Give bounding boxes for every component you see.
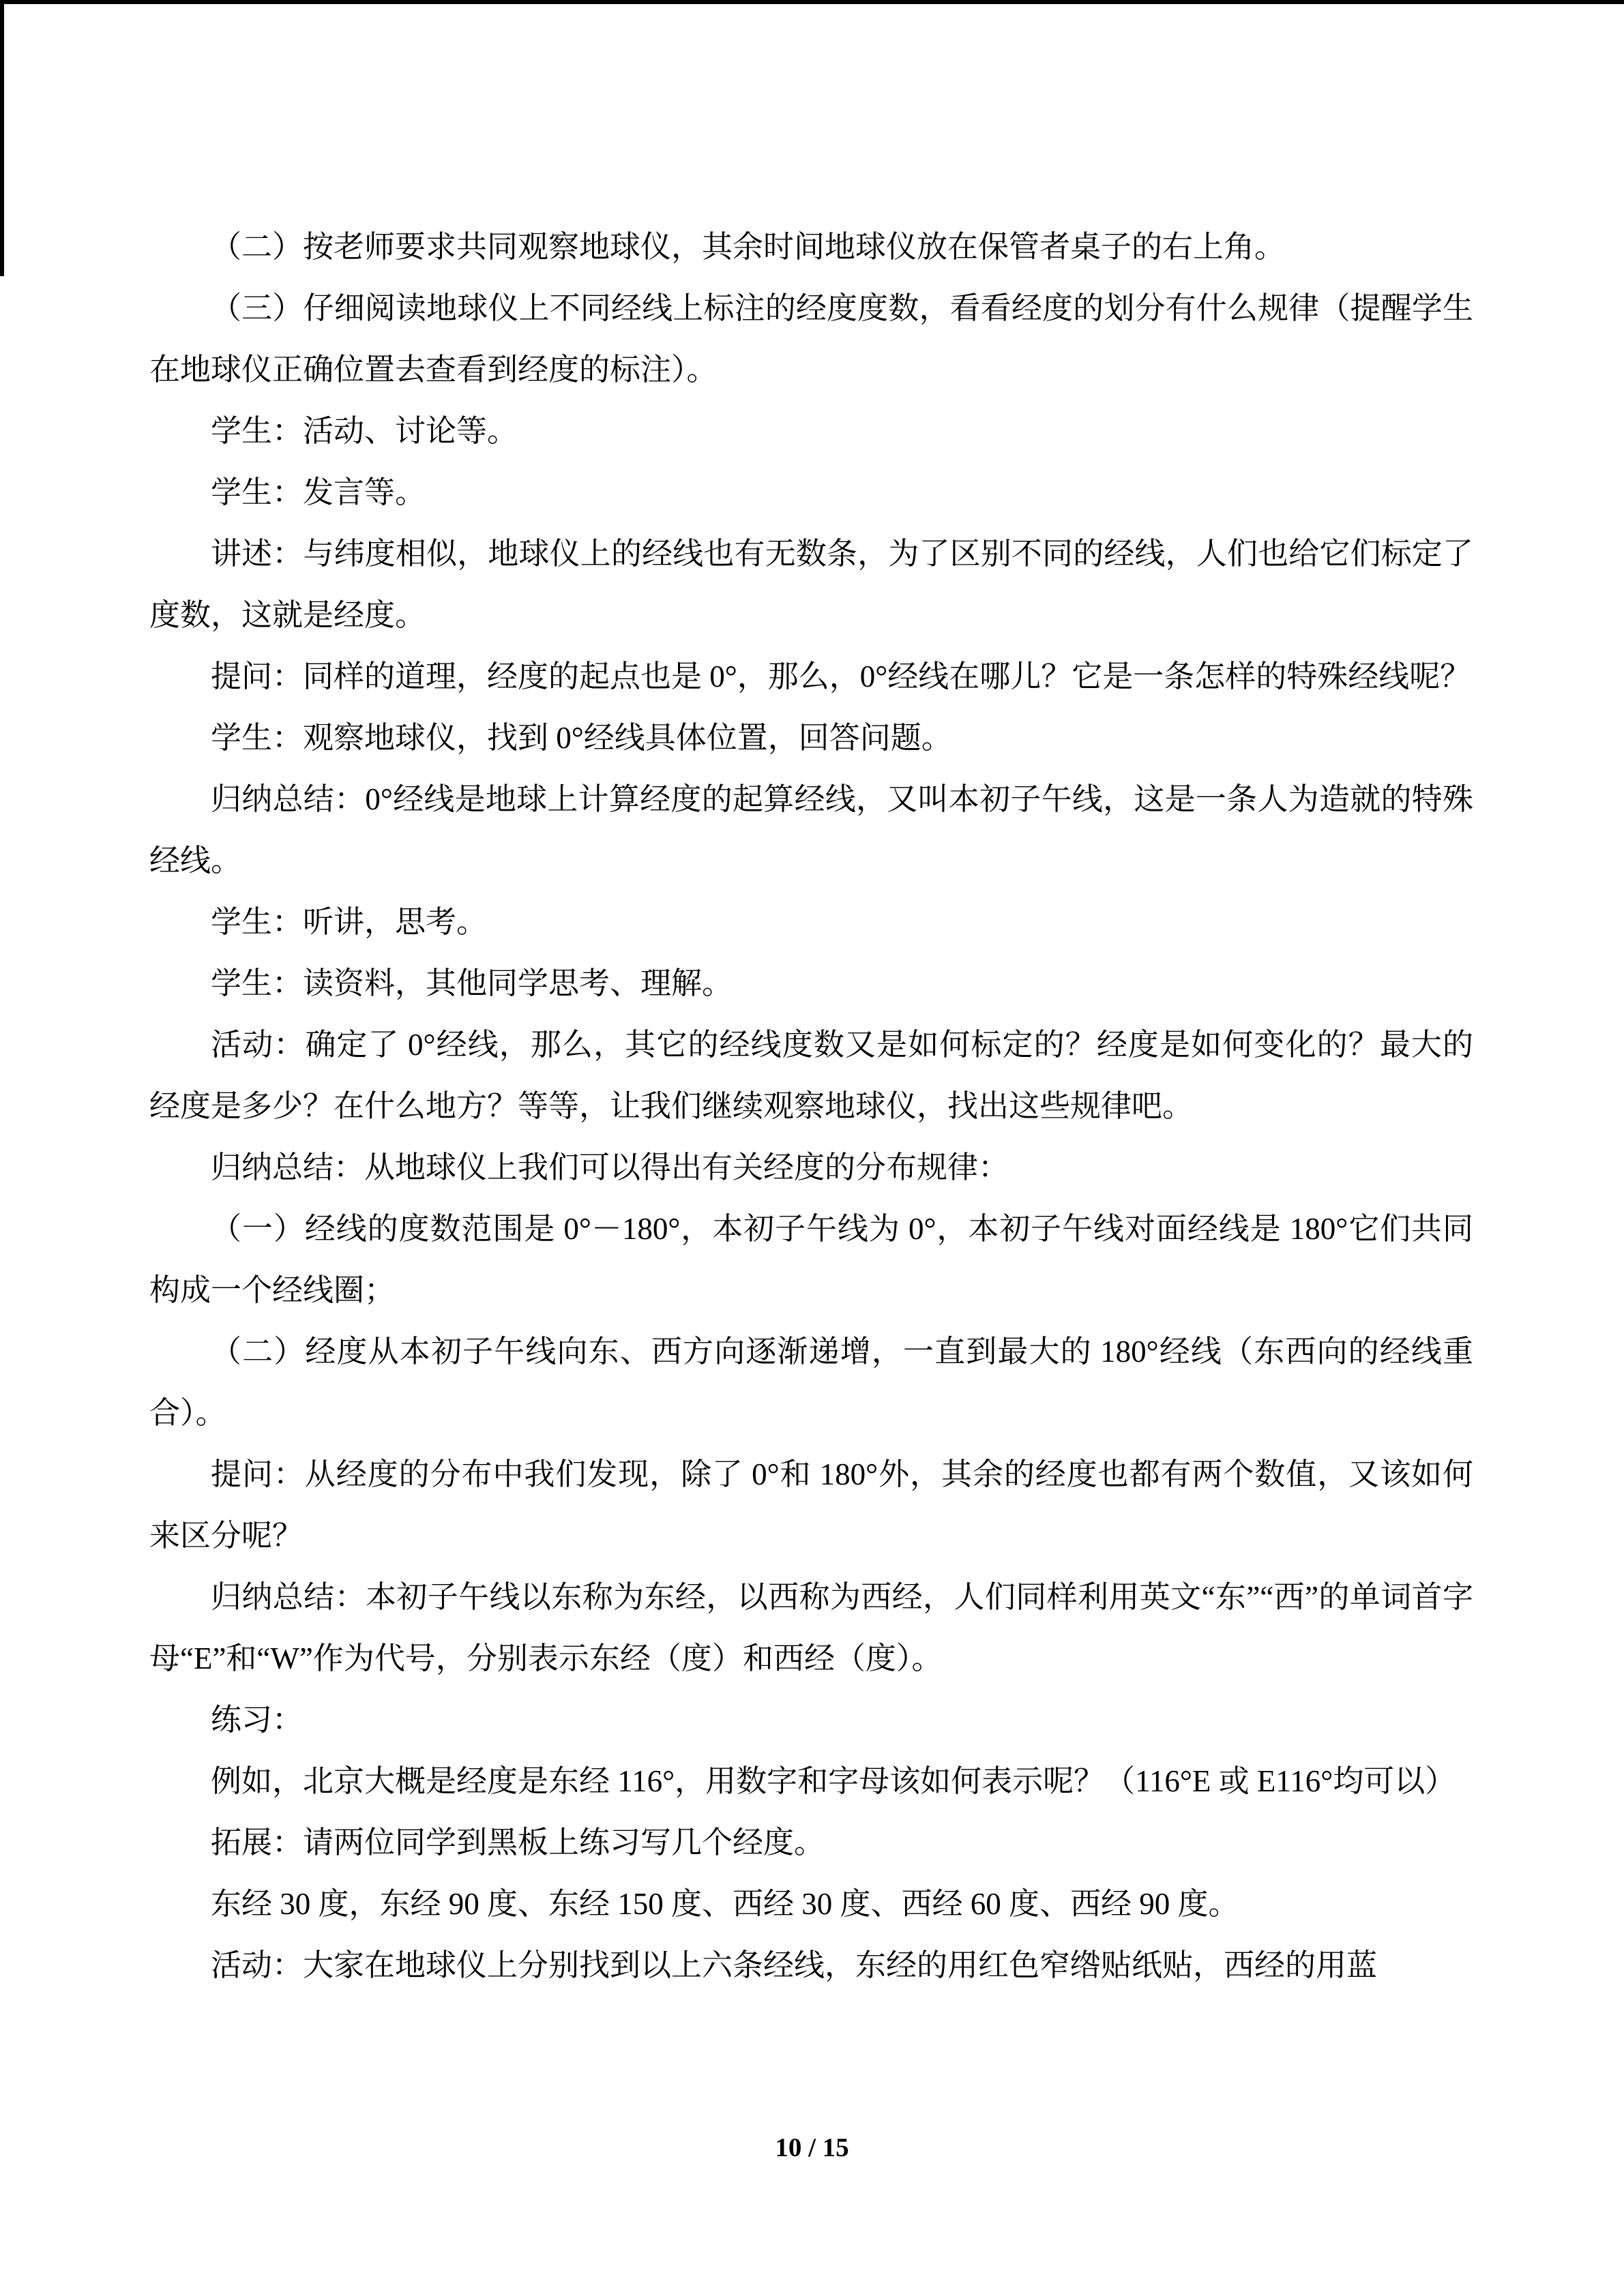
paragraph: （一）经线的度数范围是 0°－180°，本初子午线为 0°，本初子午线对面经线是 180°它们共同构成一个经线圈；: [149, 1212, 1473, 1307]
document-body: [149, 216, 1473, 1996]
paragraph: 讲述：与纬度相似，地球仪上的经线也有无数条，为了区别不同的经线，人们也给它们标定了度数，这就是经度。: [149, 537, 1473, 632]
paragraph: 活动：大家在地球仪上分别找到以上六条经线，东经的用红色窄绺贴纸贴，西经的用蓝: [211, 1948, 1378, 1982]
paragraph: 归纳总结：从地球仪上我们可以得出有关经度的分布规律：: [211, 1150, 1009, 1184]
paragraph: 学生：观察地球仪，找到 0°经线具体位置，回答问题。: [211, 721, 952, 755]
scan-edge-left: [0, 0, 4, 276]
page-number: 10 / 15: [775, 2133, 849, 2162]
paragraph: 学生：读资料，其他同学思考、理解。: [211, 966, 733, 1000]
paragraph: 提问：从经度的分布中我们发现，除了 0°和 180°外，其余的经度也都有两个数值，又该如何来区分呢？: [149, 1457, 1473, 1553]
paragraph: 拓展：请两位同学到黑板上练习写几个经度。: [211, 1825, 825, 1860]
paragraph: 活动：确定了 0°经线，那么，其它的经线度数又是如何标定的？经度是如何变化的？最大的经度是多少？在什么地方？等等，让我们继续观察地球仪，找出这些规律吧。: [149, 1028, 1473, 1123]
paragraph: 练习：: [211, 1703, 304, 1737]
paragraph: 归纳总结：本初子午线以东称为东经，以西称为西经，人们同样利用英文“东”“西”的单词首字母“E”和“W”作为代号，分别表示东经（度）和西经（度）。: [149, 1580, 1473, 1675]
paragraph: 学生：发言等。: [211, 475, 426, 509]
paragraph: （二）按老师要求共同观察地球仪，其余时间地球仪放在保管者桌子的右上角。: [211, 230, 1286, 264]
paragraph: （三）仔细阅读地球仪上不同经线上标注的经度度数，看看经度的划分有什么规律（提醒学生在地球仪正确位置去查看到经度的标注）。: [149, 291, 1473, 387]
paragraph: 学生：活动、讨论等。: [211, 414, 518, 448]
paragraph: 提问：同样的道理，经度的起点也是 0°，那么，0°经线在哪儿？它是一条怎样的特殊经线呢？: [211, 659, 1471, 694]
paragraph: 学生：听讲，思考。: [211, 905, 488, 939]
paragraph: （二）经度从本初子午线向东、西方向逐渐递增，一直到最大的 180°经线（东西向的经线重合）。: [149, 1335, 1473, 1430]
paragraph: 东经 30 度，东经 90 度、东经 150 度、西经 30 度、西经 60 度、西经 90 度。: [211, 1887, 1239, 1921]
paragraph: 例如，北京大概是经度是东经 116°，用数字和字母该如何表示呢？（116°E 或 E116°均可以）: [211, 1764, 1456, 1798]
paragraph: 归纳总结：0°经线是地球上计算经度的起算经线，又叫本初子午线，这是一条人为造就的特殊经线。: [149, 782, 1473, 878]
scan-edge-top: [0, 0, 1624, 4]
